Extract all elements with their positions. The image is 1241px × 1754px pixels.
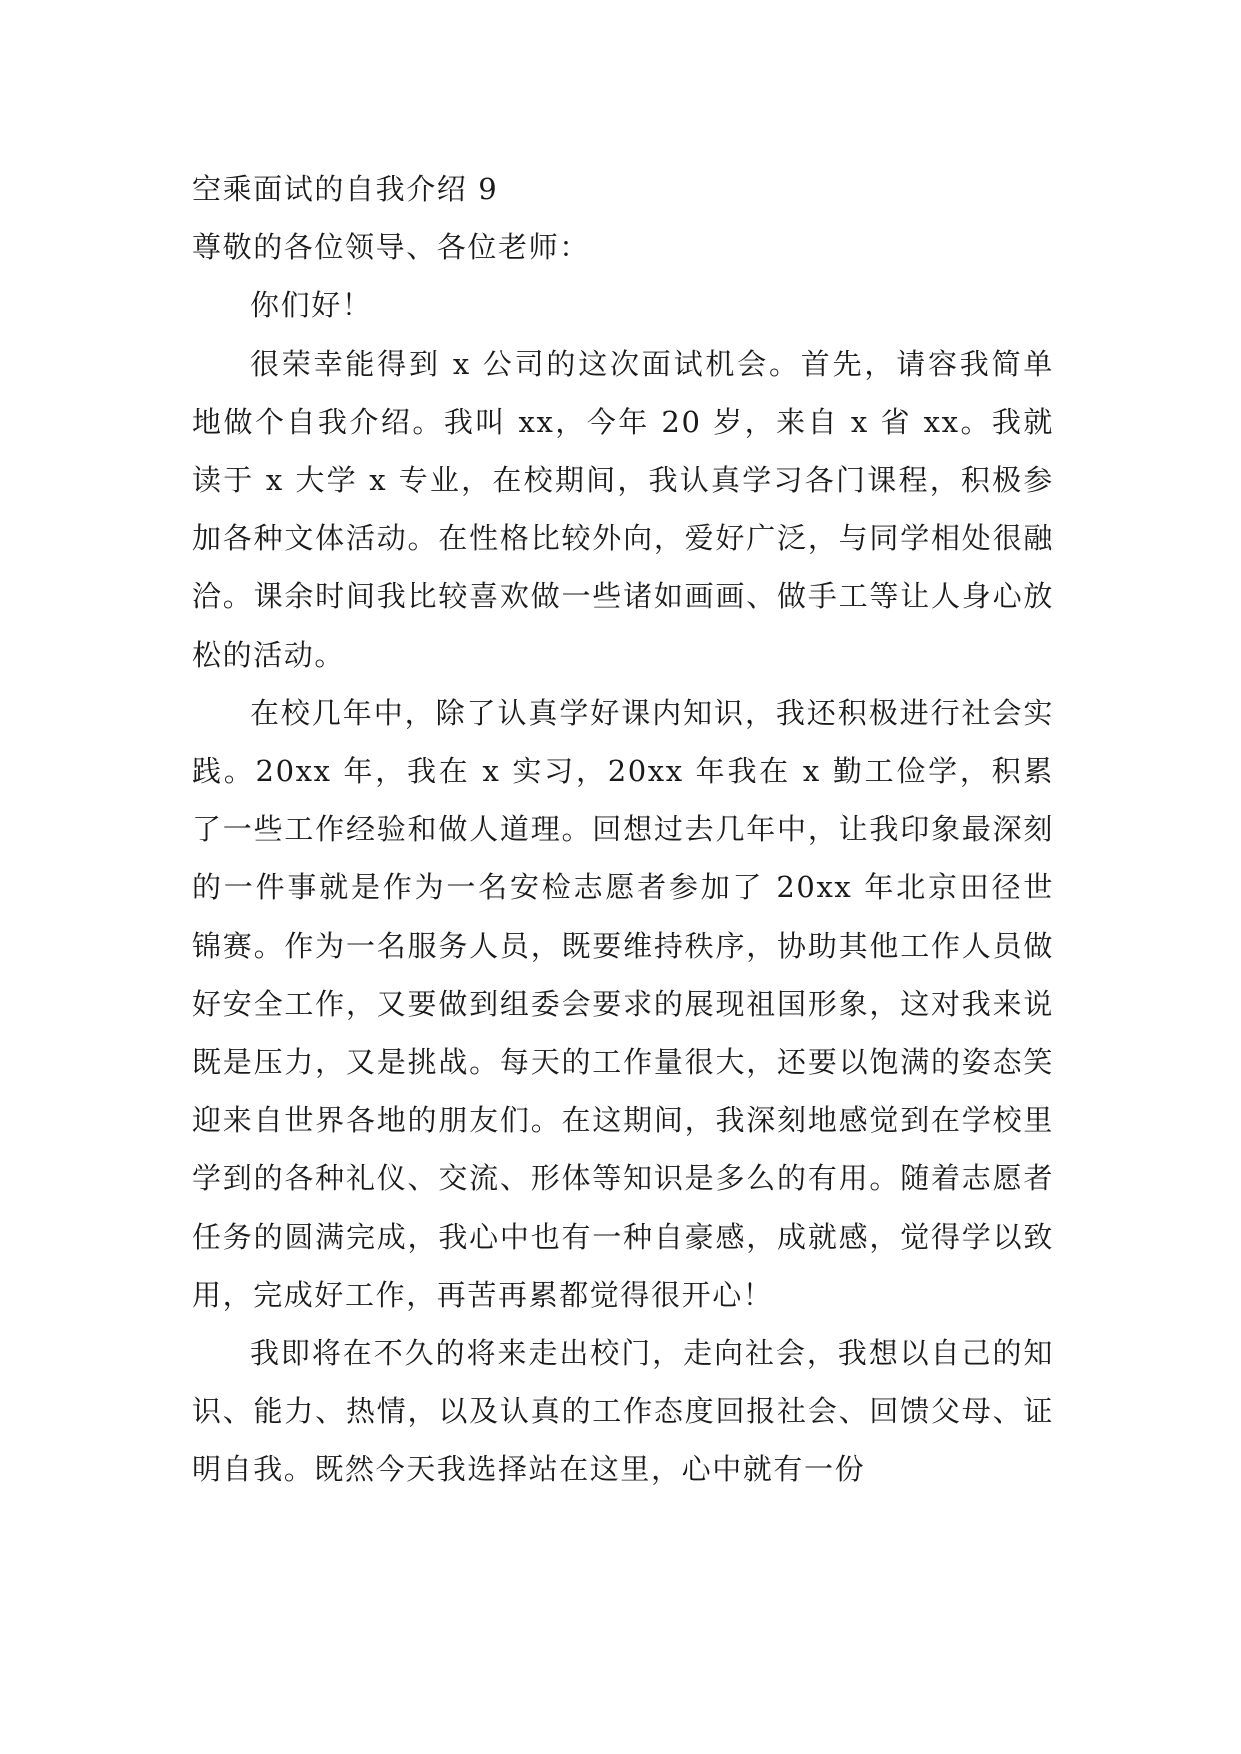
document-title: 空乘面试的自我介绍 9 — [192, 172, 499, 206]
paragraph-future: 我即将在不久的将来走出校门，走向社会，我想以自己的知识、能力、热情，以及认真的工作态度回报社会、回馈父母、证明自我。既然今天我选择站在这里，心中就有一份 — [192, 1336, 1054, 1487]
paragraph-experience: 在校几年中，除了认真学好课内知识，我还积极进行社会实践。20xx 年，我在 x 实习，20xx 年我在 x 勤工俭学，积累了一些工作经验和做人道理。回想过去几年中，让我印象最深刻的一件事就是作为一名安检志愿者参加了 20xx 年北京田径世锦赛。作为一名服务人员，既要维持秩序，协助其他工作人员做好安全工作，又要做到组委会要求的展现祖国形象，这对我来说既是压力，又是挑战。每天的工作量很大，还要以饱满的姿态笑迎来自世界各地的朋友们。在这期间，我深刻地感觉到在学校里学到的各种礼仪、交流、形体等知识是多么的有用。随着志愿者任务的圆满完成，我心中也有一种自豪感，成就感，觉得学以致用，完成好工作，再苦再累都觉得很开心！ — [192, 695, 1054, 1312]
document-body — [192, 160, 1054, 1499]
salutation: 尊敬的各位领导、各位老师： — [192, 230, 590, 265]
paragraph-introduction: 很荣幸能得到 x 公司的这次面试机会。首先，请容我简单地做个自我介绍。我叫 xx，今年 20 岁，来自 x 省 xx。我就读于 x 大学 x 专业，在校期间，我认真学习各门课程，积极参加各种文体活动。在性格比较外向，爱好广泛，与同学相处很融洽。课余时间我比较喜欢做一些诸如画画、做手工等让人身心放松的活动。 — [192, 346, 1054, 672]
paragraph-greeting: 你们好！ — [250, 288, 373, 323]
